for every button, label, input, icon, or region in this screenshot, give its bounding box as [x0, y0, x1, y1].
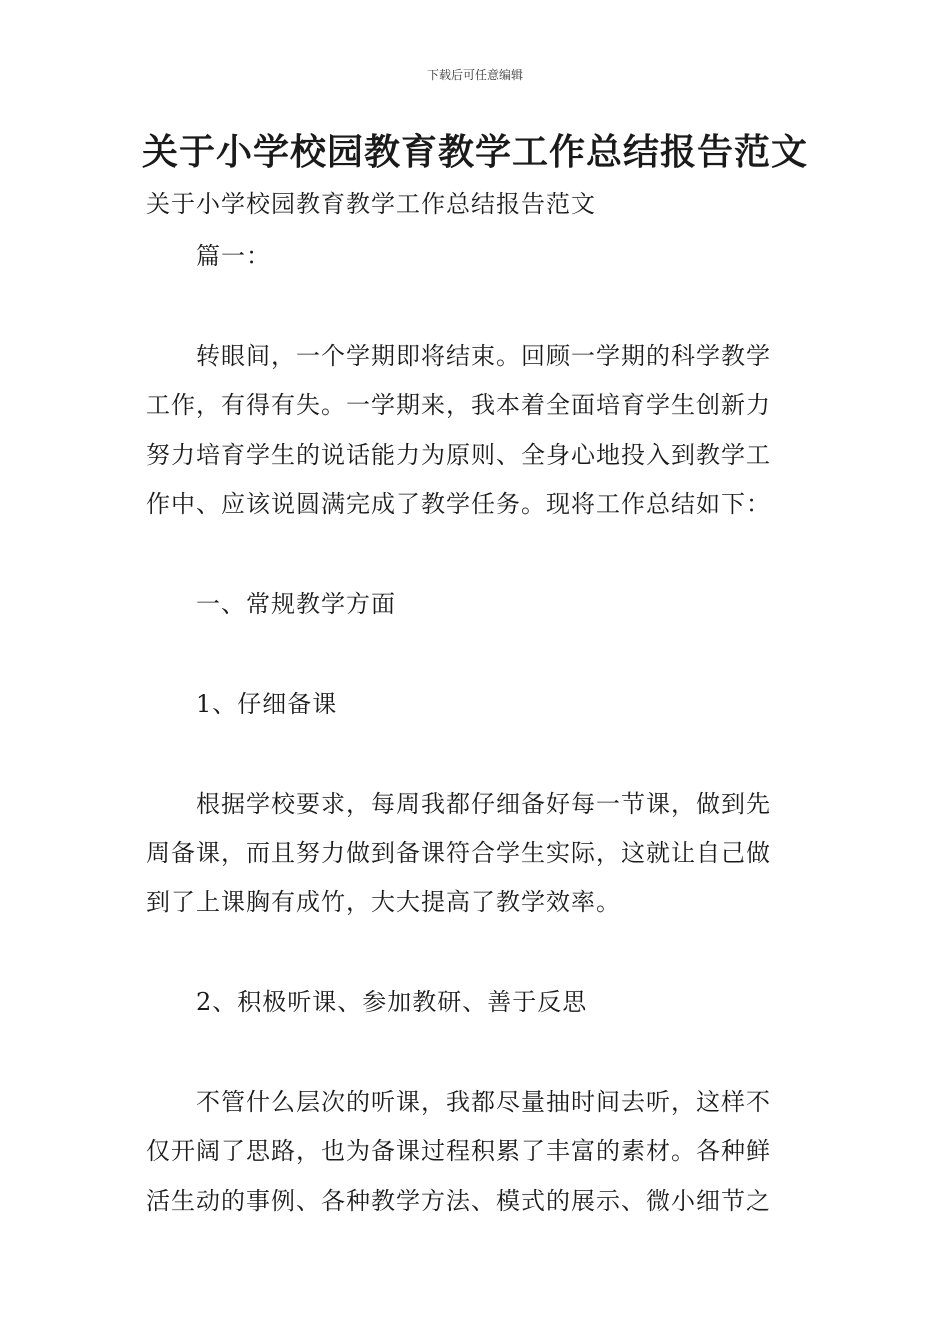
header-note: 下载后可任意编辑 — [426, 68, 523, 82]
paragraph-line: 不管什么层次的听课，我都尽量抽时间去听，这样不 — [196, 1088, 771, 1116]
paragraph-line: 周备课，而且努力做到备课符合学生实际，这就让自己做 — [146, 839, 771, 867]
paragraph-line: 作中、应该说圆满完成了教学任务。现将工作总结如下： — [146, 490, 771, 518]
paragraph-line: 工作，有得有失。一学期来，我本着全面培育学生创新力 — [146, 391, 771, 419]
paragraph-line: 转眼间，一个学期即将结束。回顾一学期的科学教学 — [196, 342, 771, 370]
paragraph-line: 努力培育学生的说话能力为原则、全身心地投入到教学工 — [146, 441, 771, 469]
document-title: 关于小学校园教育教学工作总结报告范文 — [141, 132, 808, 173]
section-heading: 一、常规教学方面 — [196, 590, 396, 618]
paragraph-line: 到了上课胸有成竹，大大提高了教学效率。 — [146, 888, 621, 916]
subsection-heading: 1、仔细备课 — [196, 690, 338, 718]
paragraph-line: 活生动的事例、各种教学方法、模式的展示、微小细节之 — [146, 1187, 771, 1215]
subtitle-line: 关于小学校园教育教学工作总结报告范文 — [146, 190, 596, 218]
section-label-part-one: 篇一： — [196, 242, 271, 270]
paragraph-line: 仅开阔了思路，也为备课过程积累了丰富的素材。各种鲜 — [146, 1137, 771, 1165]
subsection-heading: 2、积极听课、参加教研、善于反思 — [196, 988, 588, 1016]
paragraph-line: 根据学校要求，每周我都仔细备好每一节课，做到先 — [196, 790, 771, 818]
